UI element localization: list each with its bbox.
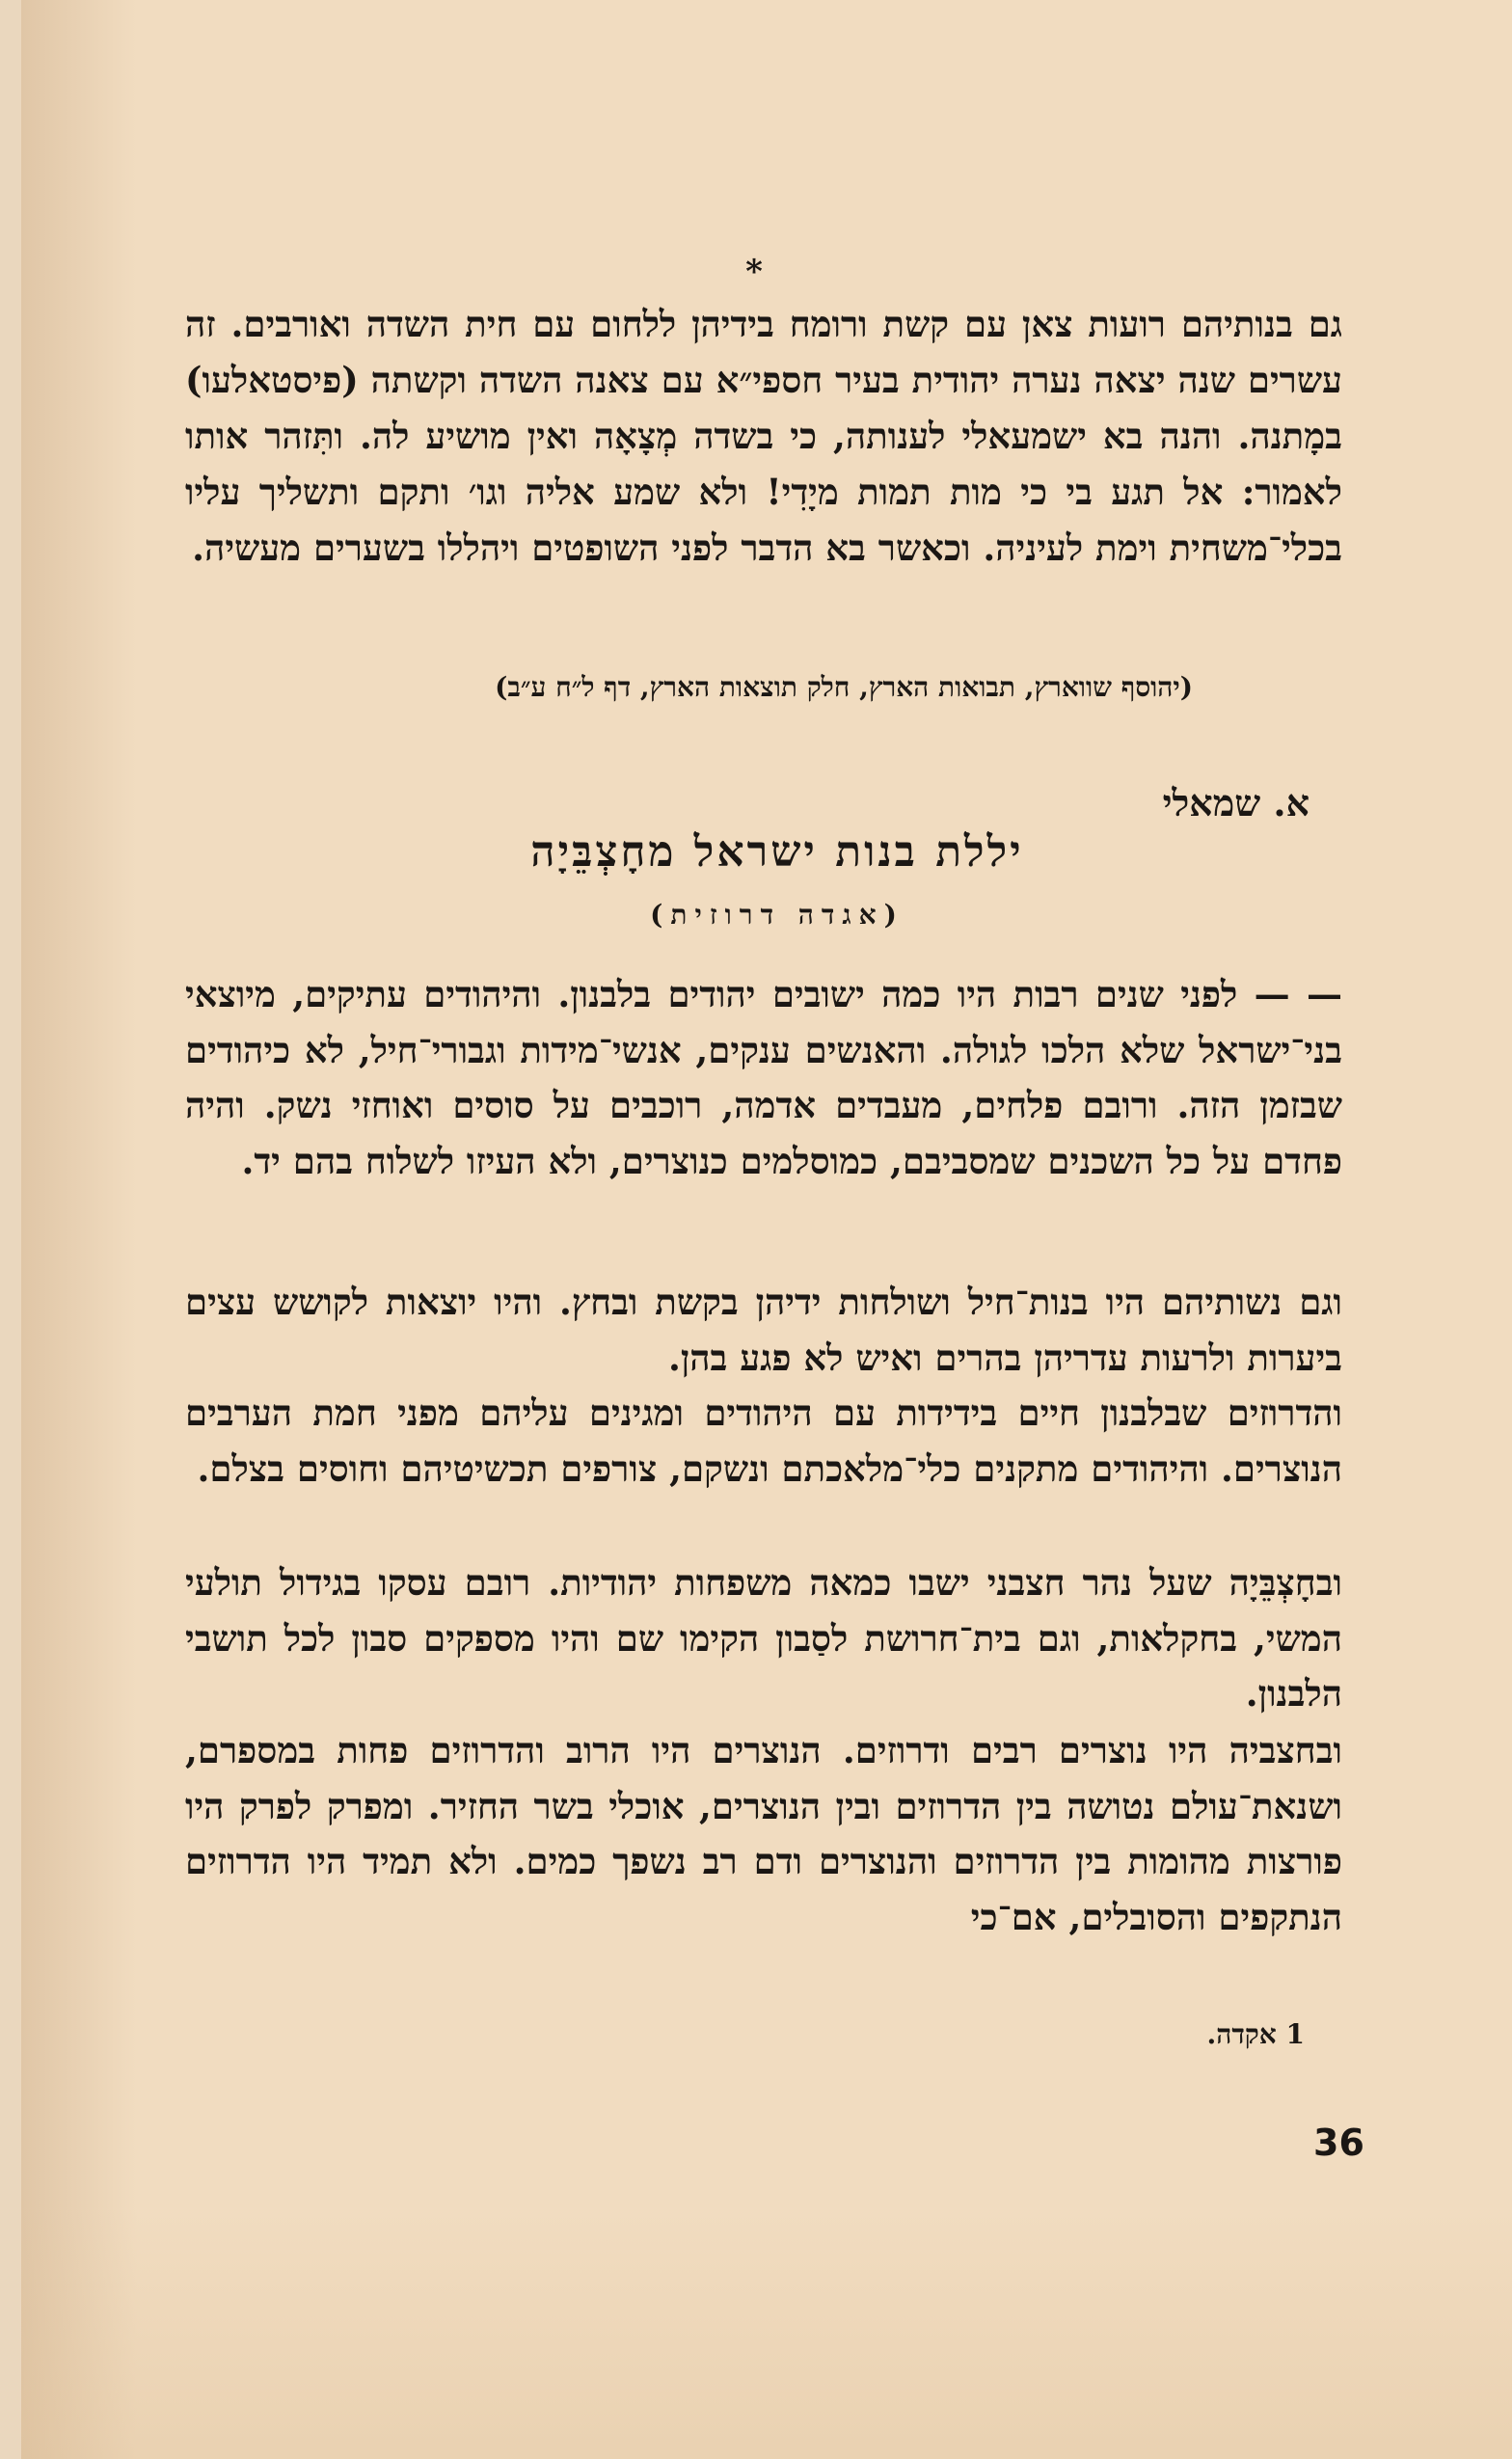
paragraph-3: והדרוזים שבלבנון חיים בידידות עם היהודים ומגינים עליהם מפני חמת הערבים הנוצרים. והיהודים מתקנים כלי־מלאכתם ונשקם, צורפים תכשיטיהם וחוסים בצלם. bbox=[185, 1392, 1342, 1490]
paragraph-5: ובחצביה היו נוצרים רבים ודרוזים. הנוצרים היו הרוב והדרוזים פחות במספרם, ושנאת־עולם נטושה בין הדרוזים ובין הנוצרים, אוכלי בשר החזיר. ומפרק לפרק היו פורצות מהומות בין הדרוזים והנוצרים ודם רב נשפך כמים. ולא תמיד היו הדרוזים הנתקפים והסובלים, אם־כי bbox=[185, 1729, 1342, 1938]
paragraph-1: — — לפני שנים רבות היו כמה ישובים יהודים בלבנון. והיהודים עתיקים, מיוצאי בני־ישראל שלא הלכו לגולה. והאנשים ענקים, אנשי־מידות וגבורי־חיל, לא כיהודים שבזמן הזה. ורובם פלחים, מעבדים אדמה, רוכבים על סוסים ואוחזי נשק. והיה פחדם על כל השכנים שמסביבם, כמוסלמים כנוצרים, ולא העיזו לשלוח בהם יד. bbox=[185, 973, 1342, 1182]
page-number: 36 bbox=[1313, 2121, 1364, 2164]
story-subtitle: (אגדה דרוזית) bbox=[650, 899, 904, 931]
paragraph-4: ובחָצְבֵּיָה שעל נהר חצבני ישבו כמאה משפחות יהודיות. רובם עסקו בגידול תולעי המשי, בחקלאות, וגם בית־חרושת לסַבון הקימו שם והיו מספקים סבון לכל תושבי הלבנון. bbox=[185, 1561, 1342, 1715]
epigraph-quote: גם בנותיהם רועות צאן עם קשת ורומח בידיהן ללחום עם חית השדה ואורבים. זה עשרים שנה יצאה נערה יהודית בעיר חספי״א עם צאנה השדה וקשתה (פיסטאלעו) במָתנה. והנה בא ישמעאלי לענותה, כי בשדה מְצָאָה ואין מושיע לה. ותִּזהר אותו לאמור: אל תגע בי כי מות תמות מיָדִי! ולא שמע אליה וגו׳ ותקם ותשליך עליו בכלי־משחית וימת לעיניה. וכאשר בא הדבר לפני השופטים ויהללו בשערים מעשיה. bbox=[185, 303, 1342, 569]
paper-tint bbox=[21, 2208, 1512, 2459]
epigraph-source: (יהוסף שווארץ, תבואות הארץ, חלק תוצאות הארץ, דף ל״ח ע״ב) bbox=[495, 671, 1193, 703]
page-gutter-shadow bbox=[21, 0, 137, 2459]
paragraph-2: וגם נשותיהם היו בנות־חיל ושולחות ידיהן בקשת ובחץ. והיו יוצאות לקושש עצים ביערות ולרעות עדריהן בהרים ואיש לא פגע בהן. bbox=[185, 1281, 1342, 1379]
section-star: * bbox=[745, 253, 763, 291]
story-author: א. שמאלי bbox=[1162, 781, 1310, 824]
footnote: 1 אקדה. bbox=[1206, 2018, 1305, 2050]
story-title: יללת בנות ישראל מחָצְבֵּיָה bbox=[530, 827, 1024, 877]
